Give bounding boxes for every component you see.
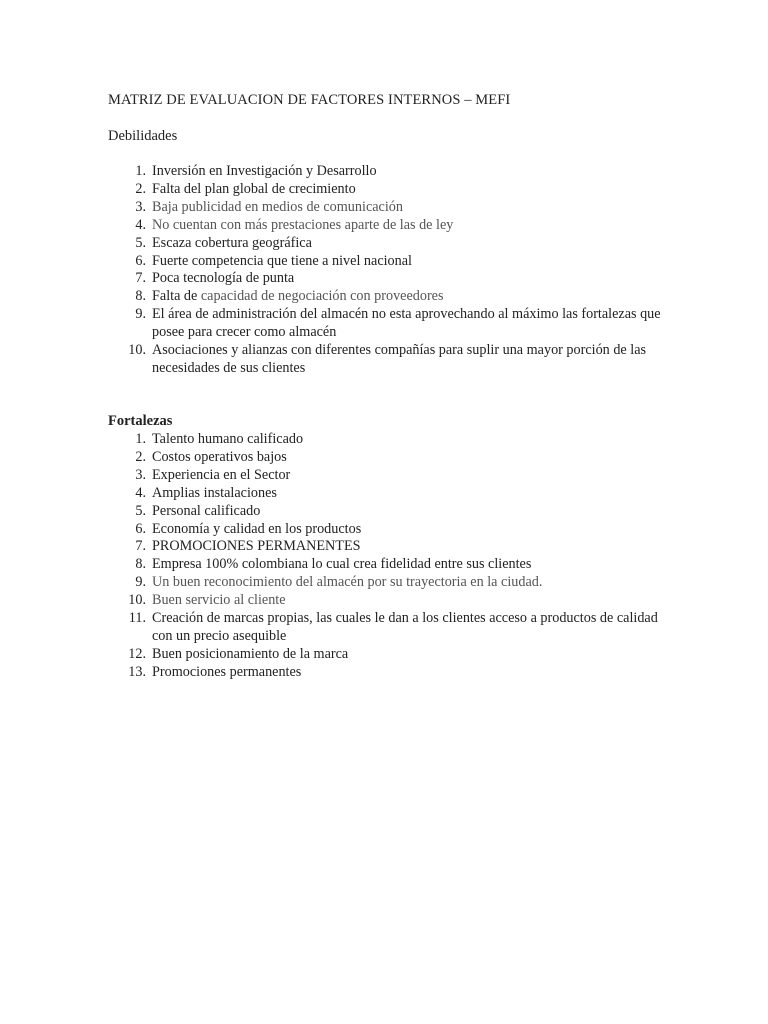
item-text: Poca tecnología de punta — [152, 270, 295, 287]
item-number: 13. — [128, 663, 146, 680]
list-item — [108, 181, 668, 199]
item-number: 7. — [135, 538, 146, 555]
item-text: Buen servicio al cliente — [152, 592, 286, 609]
list-item — [108, 270, 668, 288]
item-text: Economía y calidad en los productos — [152, 520, 362, 537]
item-number: 7. — [135, 270, 146, 287]
item-text: Promociones permanentes — [152, 663, 302, 680]
item-number: 2. — [135, 180, 146, 197]
item-number: 1. — [135, 431, 146, 447]
item-text: Escaza cobertura geográfica — [152, 234, 312, 251]
item-text: Empresa 100% colombiana lo cual crea fidelidad entre sus clientes — [152, 556, 532, 573]
list-item — [108, 449, 668, 467]
item-number: 3. — [135, 466, 146, 483]
item-number: 10. — [128, 592, 146, 609]
item-text: PROMOCIONES PERMANENTES — [152, 538, 361, 555]
item-text-part: capacidad de negociación con proveedores — [200, 288, 444, 305]
list-item — [108, 556, 668, 574]
item-number: 4. — [135, 216, 146, 233]
list-item — [108, 253, 668, 271]
list-item — [108, 217, 668, 235]
fortalezas-heading: Fortalezas — [108, 413, 173, 429]
item-text: Costos operativos bajos — [152, 448, 287, 465]
item-number: 8. — [135, 556, 146, 573]
item-text: Personal calificado — [152, 502, 261, 519]
item-number: 6. — [135, 252, 146, 269]
item-number: 12. — [128, 645, 146, 662]
item-text: Falta del plan global de crecimiento — [152, 180, 356, 197]
debilidades-heading: Debilidades — [108, 128, 178, 144]
list-item — [108, 235, 668, 253]
item-text: Creación de marcas propias, las cuales le dan a los clientes acceso a productos de calidad con un precio asequible — [152, 610, 658, 644]
item-number: 9. — [135, 306, 146, 323]
item-text: Buen posicionamiento de la marca — [152, 645, 349, 662]
item-text — [152, 288, 668, 306]
fortalezas-list — [108, 431, 668, 682]
item-text: Un buen reconocimiento del almacén por su trayectoria en la ciudad. — [152, 574, 543, 591]
list-item — [108, 521, 668, 539]
item-number: 5. — [135, 234, 146, 251]
list-item — [108, 467, 668, 485]
item-text: No cuentan con más prestaciones aparte de las de ley — [152, 216, 454, 233]
item-text-part: Falta de — [152, 288, 201, 305]
item-number: 11. — [128, 610, 146, 627]
document-title: MATRIZ DE EVALUACION DE FACTORES INTERNOS – MEFI — [108, 92, 511, 108]
list-item — [108, 199, 668, 217]
item-number: 10. — [128, 342, 146, 359]
list-item — [108, 538, 668, 556]
item-text: Experiencia en el Sector — [152, 466, 291, 483]
list-item — [108, 485, 668, 503]
item-number: 9. — [135, 574, 146, 591]
item-number: 1. — [135, 163, 146, 179]
item-text: Amplias instalaciones — [152, 484, 277, 501]
item-text: Inversión en Investigación y Desarrollo — [152, 163, 377, 179]
list-item — [108, 288, 668, 306]
list-item — [108, 163, 668, 181]
item-number: 2. — [135, 448, 146, 465]
item-text: El área de administración del almacén no esta aprovechando al máximo las fortalezas que posee para crecer como almacén — [152, 306, 661, 341]
list-item — [108, 431, 668, 449]
item-number: 6. — [135, 520, 146, 537]
list-item — [108, 610, 668, 646]
debilidades-list — [108, 163, 668, 378]
item-text: Fuerte competencia que tiene a nivel nacional — [152, 252, 412, 269]
item-text: Talento humano calificado — [152, 431, 304, 447]
list-item — [108, 574, 668, 592]
list-item — [108, 664, 668, 682]
item-number: 3. — [135, 198, 146, 215]
list-item — [108, 342, 668, 378]
list-item — [108, 503, 668, 521]
list-item — [108, 592, 668, 610]
item-number: 8. — [135, 288, 146, 305]
item-number: 4. — [135, 484, 146, 501]
item-text: Asociaciones y alianzas con diferentes compañías para suplir una mayor porción de las necesidades de sus clientes — [152, 342, 647, 376]
list-item — [108, 646, 668, 664]
item-text: Baja publicidad en medios de comunicación — [152, 198, 403, 215]
list-item — [108, 306, 668, 342]
item-number: 5. — [135, 502, 146, 519]
